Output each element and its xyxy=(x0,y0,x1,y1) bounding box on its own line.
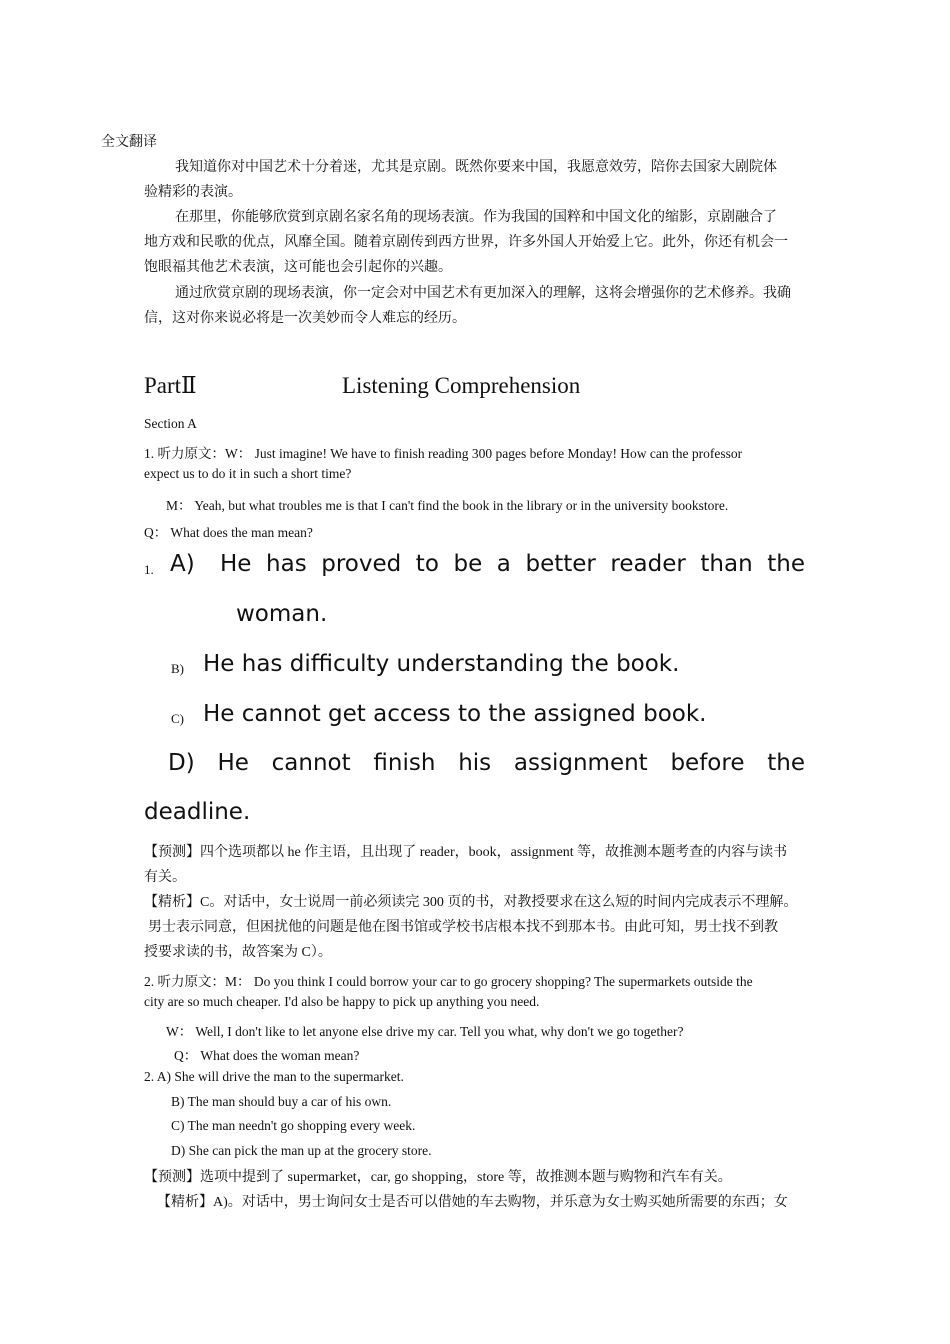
translation-p1-line2: 验精彩的表演。 xyxy=(144,185,242,200)
translation-p2-line2: 地方戏和民歌的优点，风靡全国。随着京剧传到西方世界，许多外国人开始爱上它。此外，你还有机会一 xyxy=(144,235,788,250)
q1-option-d-line1: D) He cannot finish his assignment before the xyxy=(168,750,805,776)
q2-question: Q： What does the woman mean? xyxy=(174,1048,360,1063)
q1-transcript-line1: 1. 听力原文：W： Just imagine! We have to finish reading 300 pages before Monday! How can the professor xyxy=(144,446,743,461)
translation-p2-line3: 饱眼福其他艺术表演，这可能也会引起你的兴趣。 xyxy=(144,260,452,275)
q1-question: Q： What does the man mean? xyxy=(144,525,313,540)
section-label: Section A xyxy=(144,416,197,431)
q1-option-a-line2: woman. xyxy=(236,601,328,627)
q1-analysis-line1: 【精析】C。对话中，女士说周一前必须读完 300 页的书，对教授要求在这么短的时间内完成表示不理解。 xyxy=(144,895,798,910)
part-title: Listening Comprehension xyxy=(342,373,581,398)
q1-number: 1. xyxy=(144,562,154,577)
translation-title: 全文翻译 xyxy=(101,135,157,150)
q1-option-d-line2: deadline. xyxy=(144,799,251,825)
translation-p3-line2: 信，这对你来说必将是一次美妙而令人难忘的经历。 xyxy=(144,311,466,326)
q2-analysis-line1: 【精析】A)。对话中，男士询问女士是否可以借她的车去购物，并乐意为女士购买她所需要的东西；女 xyxy=(157,1195,788,1210)
q1-option-b-letter: B) xyxy=(171,661,184,676)
q1-predict-line1: 【预测】四个选项都以 he 作主语，且出现了 reader，book，assignment 等，故推测本题考查的内容与读书 xyxy=(144,845,788,860)
q1-option-a-wrap xyxy=(220,551,805,577)
q1-option-b: He has difficulty understanding the book. xyxy=(203,651,680,677)
q1-option-a-line1: He has proved to be a better reader than the xyxy=(220,551,805,577)
q1-transcript-line2: expect us to do it in such a short time? xyxy=(144,466,352,481)
q2-option-b: B) The man should buy a car of his own. xyxy=(171,1094,392,1109)
q2-woman-line: W： Well, I don't like to let anyone else drive my car. Tell you what, why don't we go together? xyxy=(166,1024,684,1039)
q1-option-c-letter: C) xyxy=(171,711,184,726)
q1-option-a-letter: A) xyxy=(170,551,195,577)
q1-analysis-line2: 男士表示同意，但困扰他的问题是他在图书馆或学校书店根本找不到那本书。由此可知，男士找不到教 xyxy=(148,920,778,935)
q2-predict: 【预测】选项中提到了 supermarket，car, go shopping，store 等，故推测本题与购物和汽车有关。 xyxy=(144,1170,732,1185)
q2-option-d: D) She can pick the man up at the grocery store. xyxy=(171,1143,432,1158)
part-label: PartⅡ xyxy=(144,373,197,398)
q1-man-line: M： Yeah, but what troubles me is that I can't find the book in the library or in the university bookstore. xyxy=(166,498,729,513)
q2-transcript-line1: 2. 听力原文：M： Do you think I could borrow your car to go grocery shopping? The supermarkets outside the xyxy=(144,974,753,989)
q1-analysis-line3: 授要求读的书，故答案为 C）。 xyxy=(144,945,332,960)
q2-transcript-line2: city are so much cheaper. I'd also be happy to pick up anything you need. xyxy=(144,994,540,1009)
translation-p3-line1: 通过欣赏京剧的现场表演，你一定会对中国艺术有更加深入的理解，这将会增强你的艺术修养。我确 xyxy=(175,286,791,301)
translation-p2-line1: 在那里，你能够欣赏到京剧名家名角的现场表演。作为我国的国粹和中国文化的缩影，京剧融合了 xyxy=(175,210,777,225)
q1-predict-line2: 有关。 xyxy=(144,870,186,885)
q1-option-c: He cannot get access to the assigned book. xyxy=(203,701,707,727)
translation-p1-line1: 我知道你对中国艺术十分着迷，尤其是京剧。既然你要来中国，我愿意效劳，陪你去国家大剧院体 xyxy=(175,160,777,175)
q2-option-a: 2. A) She will drive the man to the supermarket. xyxy=(144,1069,404,1084)
q1-option-d-wrap xyxy=(168,750,805,776)
q2-option-c: C) The man needn't go shopping every week. xyxy=(171,1118,416,1133)
